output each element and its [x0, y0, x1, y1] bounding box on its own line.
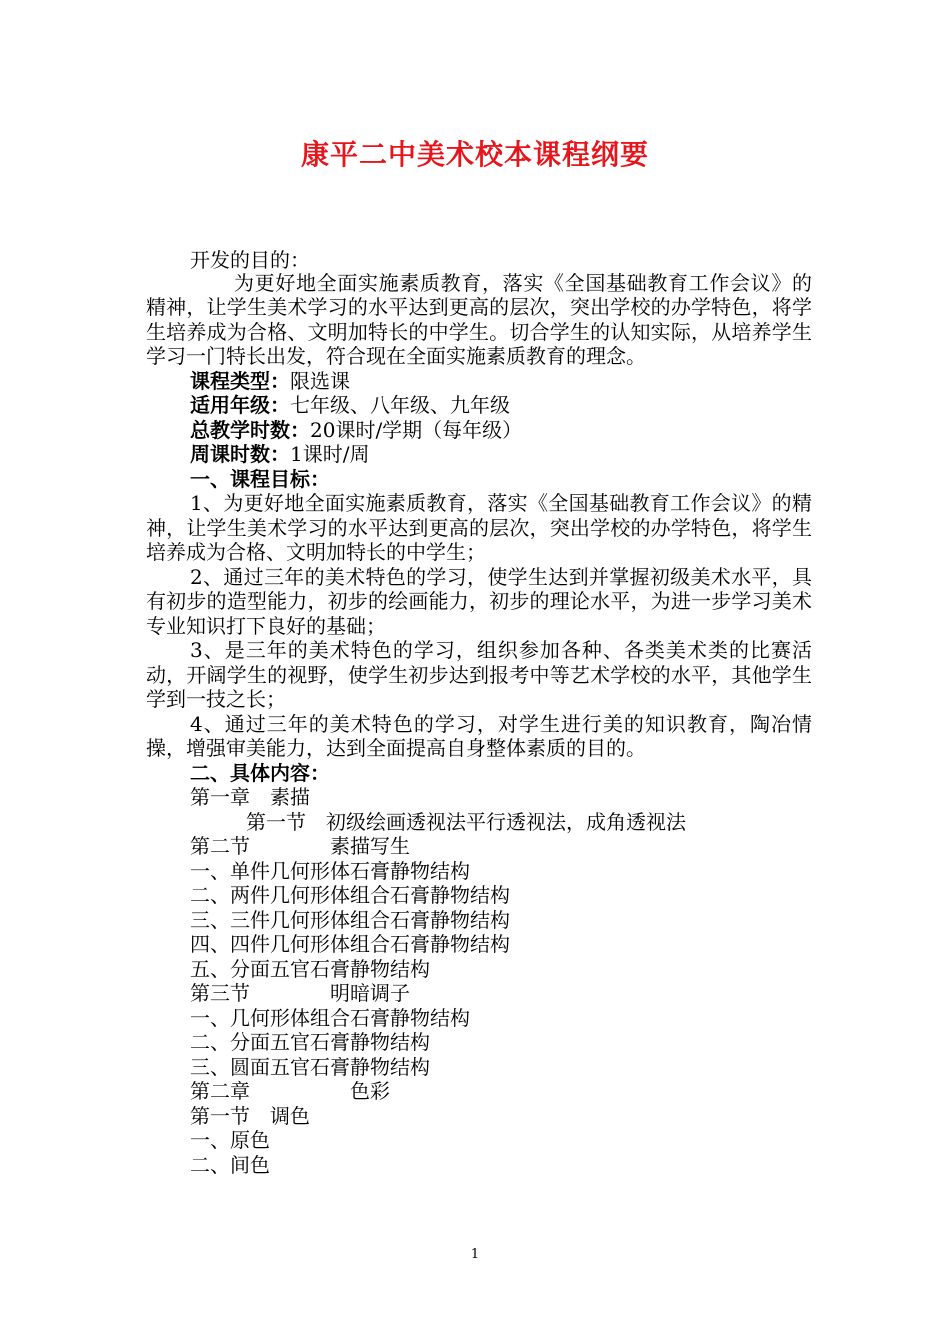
purpose-label: 开发的目的：: [190, 248, 310, 272]
info-value: 限选课: [290, 368, 350, 393]
list-item: 三、三件几何形体组合石膏静物结构: [190, 907, 510, 932]
list-item: 一、原色: [190, 1128, 270, 1152]
list-item: 二、间色: [190, 1152, 270, 1177]
list-item: 二、分面五官石膏静物结构: [190, 1030, 430, 1054]
section-heading: 第三节 明暗调子: [190, 981, 410, 1005]
list-item: 五、分面五官石膏静物结构: [190, 956, 430, 981]
goals-heading: 一、课程目标：: [190, 466, 330, 491]
list-item: 三、圆面五官石膏静物结构: [190, 1054, 430, 1079]
chapter-heading: 第一章 素描: [190, 785, 310, 809]
content-heading: 二、具体内容：: [190, 760, 330, 785]
info-total-hours: [146, 418, 812, 443]
info-label: 总教学时数：: [190, 417, 310, 442]
info-value: 七年级、八年级、九年级: [290, 393, 510, 417]
section-heading: 第一节 调色: [190, 1103, 310, 1128]
section-heading: 第一节 初级绘画透视法平行透视法，成角透视法: [246, 809, 686, 834]
document-title: 康平二中美术校本课程纲要: [300, 138, 649, 171]
info-weekly-hours: [146, 442, 812, 467]
purpose-text: 为更好地全面实施素质教育，落实《全国基础教育工作会议》的精神，让学生美术学习的水平达到更高的层次，突出学校的办学特色，将学生培养成为合格、文明加特长的中学生。切合学生的认知实际，从培养学生学习一门特长出发，符合现在全面实施素质教育的理念。: [146, 270, 812, 368]
chapter-heading: 第二章 色彩: [190, 1079, 390, 1103]
page-number: 1: [470, 1247, 480, 1262]
list-item: 四、四件几何形体组合石膏静物结构: [190, 932, 510, 956]
info-label: 课程类型：: [190, 368, 290, 393]
info-label: 适用年级：: [190, 393, 290, 417]
goal-item: 4、通过三年的美术特色的学习，对学生进行美的知识教育，陶冶情操，增强审美能力，达到全面提高自身整体素质的目的。: [146, 711, 812, 760]
section-heading: 第二节 素描写生: [190, 834, 410, 858]
document-body: [146, 248, 812, 1177]
goal-item: 1、为更好地全面实施素质教育，落实《全国基础教育工作会议》的精神，让学生美术学习的水平达到更高的层次，突出学校的办学特色，将学生培养成为合格、文明加特长的中学生；: [146, 491, 812, 564]
info-value: 1课时/周: [290, 442, 370, 466]
info-label: 周课时数：: [190, 442, 290, 466]
info-grades: [146, 393, 812, 418]
list-item: 二、两件几何形体组合石膏静物结构: [190, 883, 510, 907]
info-course-type: [146, 369, 812, 394]
info-value: 20课时/学期（每年级）: [310, 417, 523, 442]
list-item: 一、几何形体组合石膏静物结构: [190, 1005, 470, 1030]
list-item: 一、单件几何形体石膏静物结构: [190, 858, 470, 883]
goal-item: 2、通过三年的美术特色的学习，使学生达到并掌握初级美术水平，具有初步的造型能力，初步的绘画能力，初步的理论水平，为进一步学习美术专业知识打下良好的基础；: [146, 564, 812, 638]
goal-item: 3、是三年的美术特色的学习，组织参加各种、各类美术类的比赛活动，开阔学生的视野，使学生初步达到报考中等艺术学校的水平，其他学生学到一技之长；: [146, 638, 812, 711]
